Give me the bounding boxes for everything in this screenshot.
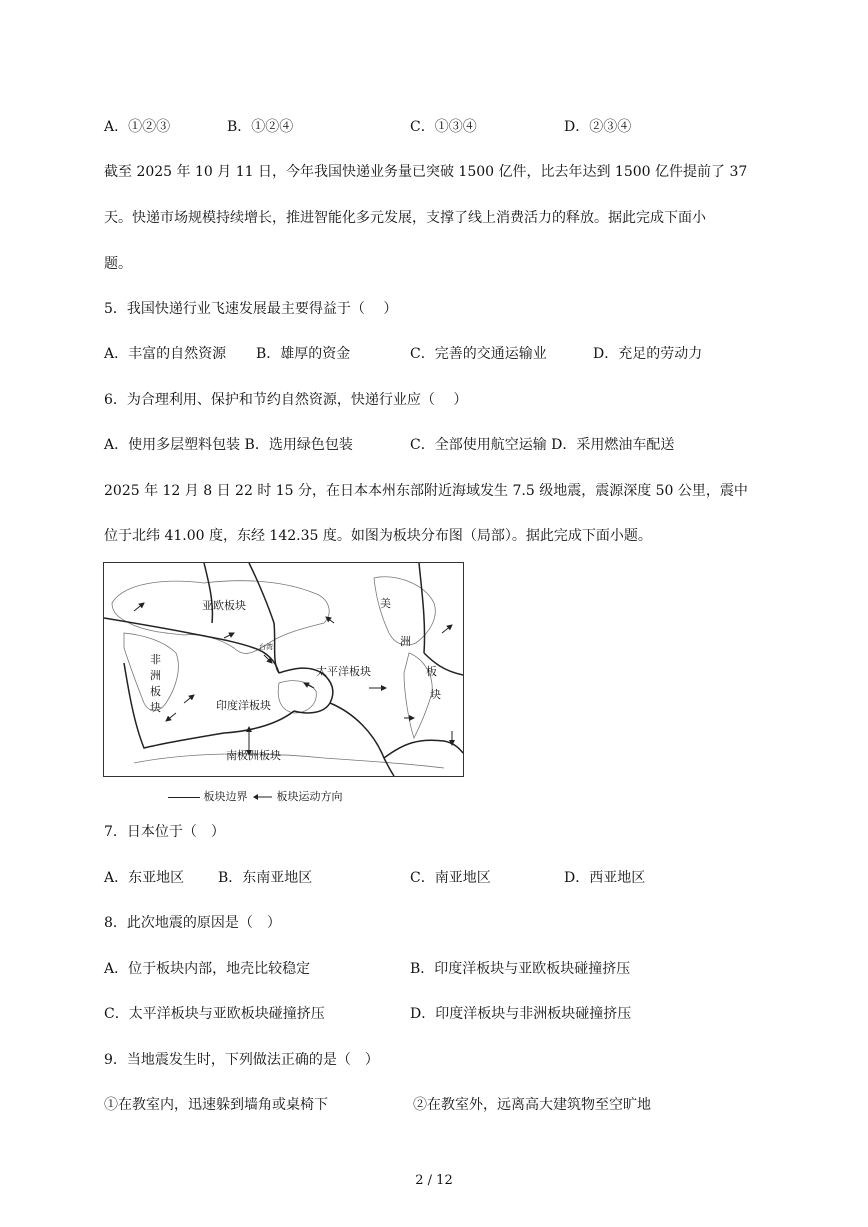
- map-legend: [168, 788, 343, 804]
- q4-option-d: D．②③④: [564, 119, 632, 135]
- map-label-africa-3: 板: [150, 685, 161, 698]
- q7-option-b: B．东南亚地区: [218, 870, 313, 886]
- map-label-africa-1: 非: [150, 653, 161, 666]
- direction-arrow-icon: [253, 791, 273, 804]
- q6-stem: 6．为合理利用、保护和节约自然资源，快递行业应（ ）: [104, 392, 468, 408]
- legend-boundary-label: 板块边界: [203, 790, 248, 803]
- q5-option-d: D．充足的劳动力: [593, 346, 703, 362]
- boundary-line-swatch: [168, 797, 200, 798]
- q8-option-b: B．印度洋板块与亚欧板块碰撞挤压: [410, 961, 631, 977]
- q8-option-a: A．位于板块内部，地壳比较稳定: [104, 961, 311, 977]
- map-label-pacific: 太平洋板块: [316, 665, 371, 678]
- map-label-taiwan: 台湾: [259, 643, 273, 651]
- q5-option-a: A．丰富的自然资源: [104, 346, 227, 362]
- map-label-eurasia: 亚欧板块: [202, 599, 246, 612]
- q9-item-2: ②在教室外，远离高大建筑物至空旷地: [413, 1097, 651, 1113]
- passage-express-line1: 截至 2025 年 10 月 11 日，今年我国快递业务量已突破 1500 亿件，比去年达到 1500 亿件提前了 37: [104, 164, 748, 180]
- q7-option-a: A．东亚地区: [104, 870, 185, 886]
- q5-option-c: C．完善的交通运输业: [410, 346, 547, 362]
- map-label-america-3: 板: [426, 665, 437, 678]
- page-number: 2 / 12: [415, 1173, 453, 1188]
- q5-stem: 5．我国快递行业飞速发展最主要得益于（ ）: [104, 301, 398, 317]
- map-label-africa-4: 块: [150, 701, 161, 714]
- q4-option-c: C．①③④: [410, 119, 477, 135]
- q4-option-a: A．①②③: [104, 119, 171, 135]
- q8-stem: 8．此次地震的原因是（ ）: [104, 915, 281, 931]
- q4-option-b: B．①②④: [227, 119, 294, 135]
- q8-option-c: C．太平洋板块与亚欧板块碰撞挤压: [104, 1006, 325, 1022]
- q9-item-1: ①在教室内，迅速躲到墙角或桌椅下: [104, 1097, 328, 1113]
- map-label-america-1: 美: [380, 597, 391, 610]
- plate-map-svg: [104, 563, 463, 776]
- q9-stem: 9．当地震发生时，下列做法正确的是（ ）: [104, 1052, 379, 1068]
- q7-option-c: C．南亚地区: [410, 870, 491, 886]
- passage-earthquake-line1: 2025 年 12 月 8 日 22 时 15 分，在日本本州东部附近海域发生 7.5 级地震，震源深度 50 公里，震中: [104, 483, 748, 499]
- q8-option-d: D．印度洋板块与非洲板块碰撞挤压: [410, 1006, 632, 1022]
- legend-direction-label: 板块运动方向: [276, 790, 343, 803]
- map-label-indian: 印度洋板块: [216, 699, 271, 712]
- plate-map: [103, 562, 464, 777]
- passage-earthquake-line2: 位于北纬 41.00 度，东经 142.35 度。如图为板块分布图（局部）。据此完成下面小题。: [104, 528, 652, 544]
- q6-option-ab: A．使用多层塑料包装 B．选用绿色包装: [104, 437, 353, 453]
- map-label-antarctic: 南极洲板块: [226, 749, 281, 762]
- q7-option-d: D．西亚地区: [564, 870, 646, 886]
- map-label-africa-2: 洲: [150, 669, 161, 682]
- q6-option-cd: C．全部使用航空运输 D．采用燃油车配送: [410, 437, 675, 453]
- passage-express-line2: 天。快递市场规模持续增长，推进智能化多元发展，支撑了线上消费活力的释放。据此完成下面小: [104, 210, 706, 226]
- q7-stem: 7．日本位于（ ）: [104, 824, 225, 840]
- map-label-america-2: 洲: [400, 635, 411, 648]
- q5-option-b: B．雄厚的资金: [256, 346, 351, 362]
- passage-express-line3: 题。: [104, 256, 132, 272]
- map-label-america-4: 块: [430, 688, 441, 701]
